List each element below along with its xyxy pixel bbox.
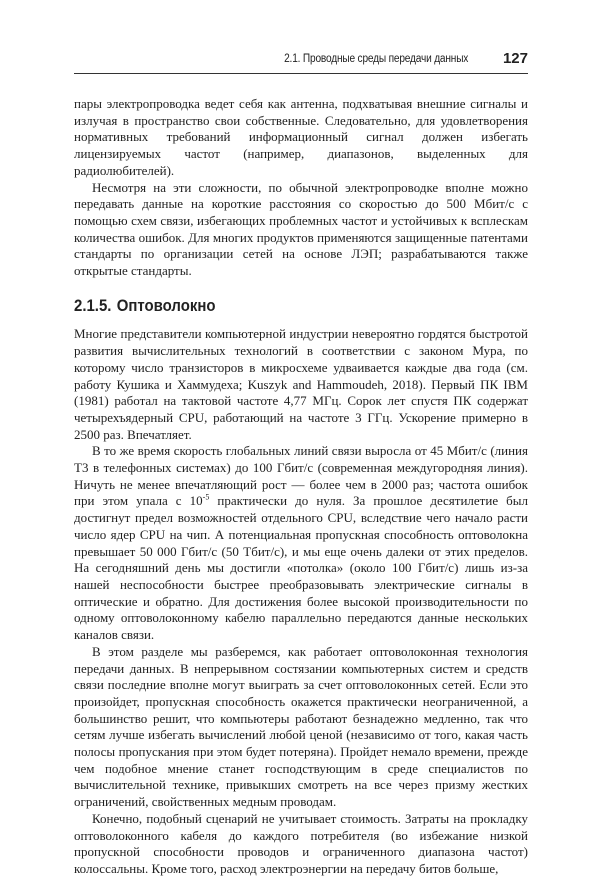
section-title: Оптоволокно xyxy=(116,295,216,315)
section-heading xyxy=(74,295,474,315)
page-number: 127 xyxy=(502,50,528,67)
paragraph xyxy=(74,443,528,643)
paragraph: Конечно, подобный сценарий не учитывает стоимость. Затраты на прокладку оптоволоконного кабеля до каждого потребителя (во избежание низкой пропускной способности проводов и ограниченного диапазона частот) колоссальны. Кроме того, расход электроэнергии на передачу битов больше, xyxy=(74,810,528,876)
paragraph-text: практически до нуля. За прошлое десятилетие был достигнут предел возможностей отдельного CPU, вследствие чего начало расти число ядер CPU на чип. А потенциальная пропускная способность оптоволокна превышает 50 000 Гбит/с (50 Тбит/с), и мы еще очень далеки от этих пределов. На сегодняшний день мы достигли «потолка» (около 100 Гбит/с) лишь из-за нашей неспособности быстрее преобразовывать электрические сигналы в оптические и обратно. Для достижения более высокой производительности по одному оптоволоконному кабелю параллельно передаются данные нескольких каналов связи. xyxy=(74,493,528,643)
page-header xyxy=(74,50,528,74)
exponent: -5 xyxy=(202,493,210,503)
paragraph: Многие представители компьютерной индустрии невероятно гордятся быстротой развития вычислительных технологий в соответствии с законом Мура, по которому число транзисторов в микросхеме удваивается каждые два года (см. работу Кушика и Хаммудеха; Kuszyk and Hammoudeh, 2018). Первый ПК IBM (1981) работал на тактовой частоте 4,77 МГц. Сорок лет спустя ПК содержат четырехъядерный CPU, работающий на частоте 3 ГГц. Ускорение примерно в 2500 раз. Впечатляет. xyxy=(74,326,528,442)
paragraph: Несмотря на эти сложности, по обычной электропроводке вполне можно передавать данные на короткие расстояния со скоростью до 500 Мбит/с с помощью схем связи, избегающих проблемных частот и устойчивых к всплескам количества ошибок. Для многих продуктов применяются защищенные патентами стандарты по организации сетей на основе ЛЭП; разрабатываются также открытые стандарты. xyxy=(74,179,528,279)
running-title: 2.1. Проводные среды передачи данных xyxy=(283,53,468,65)
section-number: 2.1.5. xyxy=(74,295,112,315)
page-body xyxy=(74,96,528,878)
paragraph-text: В то же время скорость глобальных линий связи выросла от 45 Мбит/с (линия Т3 в телефонных системах) до 100 Гбит/с (современная междугородняя линия). Ничуть не менее впечатляющий рост — более чем в 2000 раз; частота ошибок при этом упала с 10 xyxy=(74,443,528,509)
paragraph: В этом разделе мы разберемся, как работает оптоволоконная технология передачи данных. В непрерывном состязании компьютерных систем и средств связи последние вполне могут выиграть за счет оптоволоконных сетей. Если это произойдет, пропускная способность окажется практически неограниченной, а большинство решит, что компьютеры работают безнадежно медленно, так что сетям лучше избегать вычислений любой ценой (независимо от того, какая часть полосы пропускания при этом будет потеряна). Пройдет немало времени, прежде чем подобное мнение станет господствующим в среде специалистов по вычислительной технике, привыкших смотреть на все через призму жестких ограничений, свойственных медным проводам. xyxy=(74,643,528,810)
paragraph: пары электропроводка ведет себя как антенна, подхватывая внешние сигналы и излучая в пространство свои собственные. Следовательно, для удовлетворения нормативных требований информационный сигнал должен избегать лицензируемых частот (например, диапазонов, выделенных для радиолюбителей). xyxy=(74,96,528,178)
